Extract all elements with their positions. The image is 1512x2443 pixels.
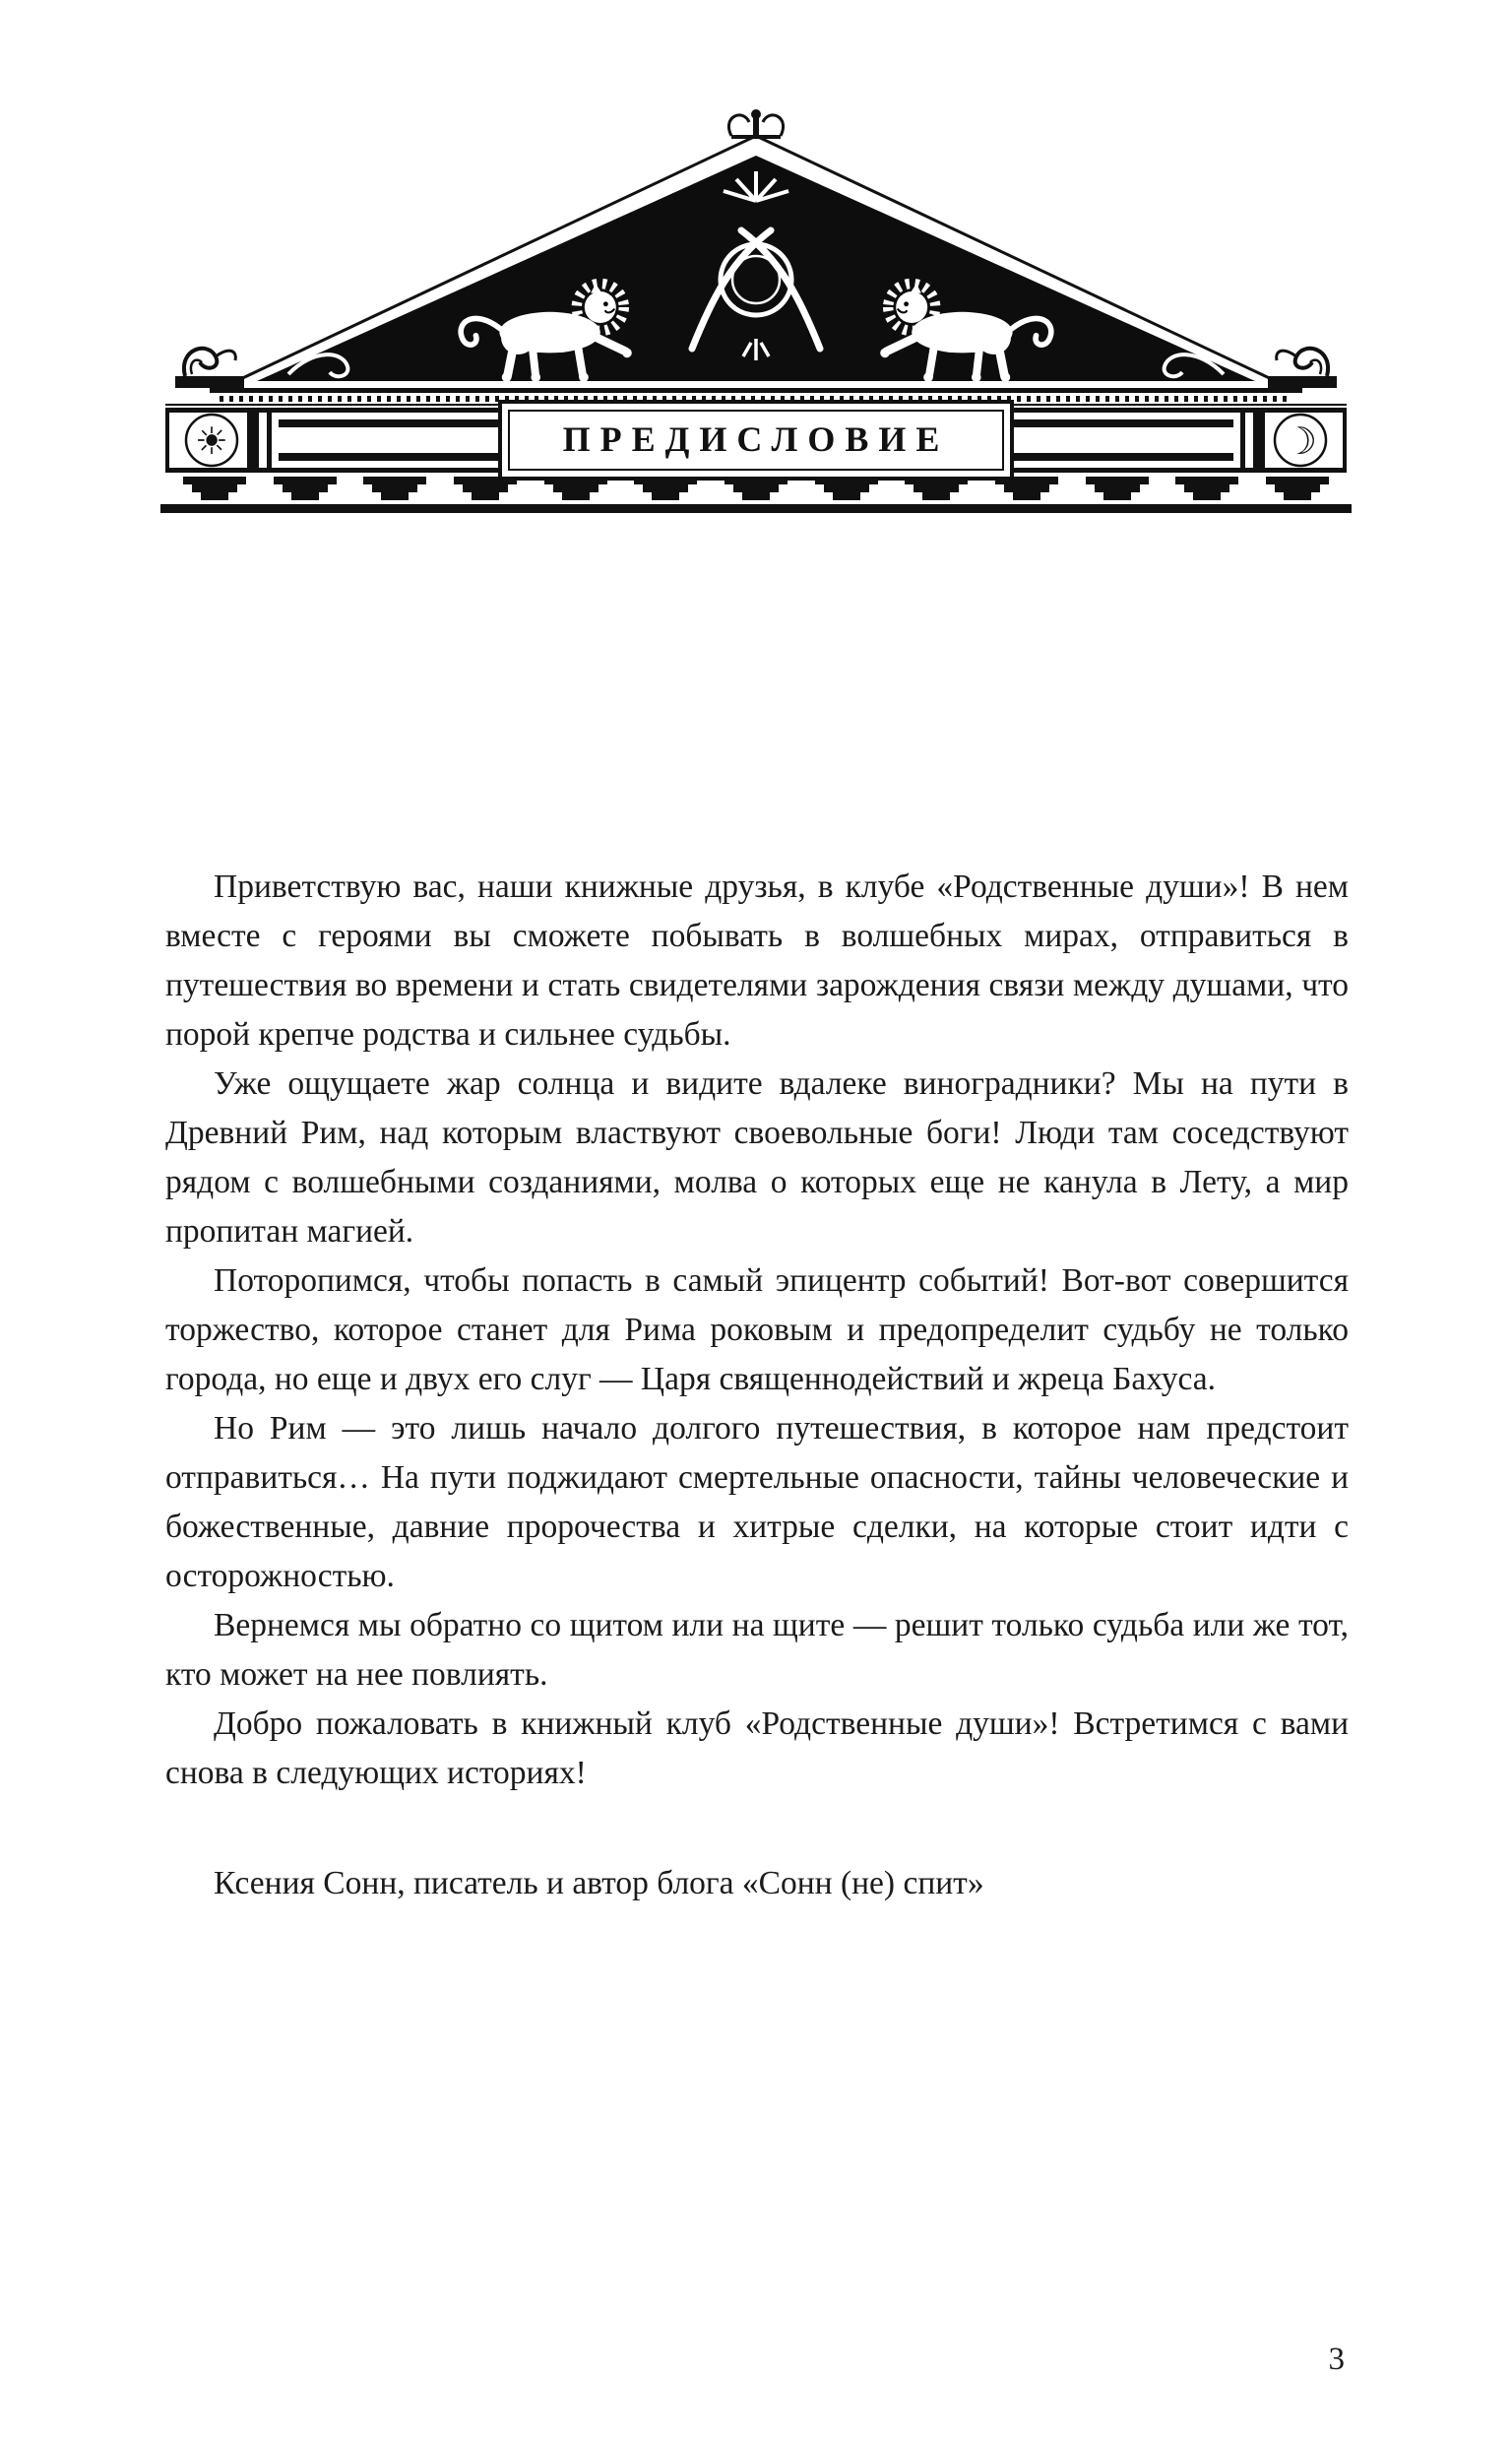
sun-icon: ☀ bbox=[194, 419, 229, 463]
left-acroterion bbox=[175, 349, 244, 388]
stepped-corbel-row bbox=[183, 477, 1329, 500]
header-base-rule bbox=[160, 504, 1352, 513]
page-number: 3 bbox=[1328, 2342, 1345, 2377]
paragraph: Уже ощущаете жар солнца и видите вдалеке виноградники? Мы на пути в Древний Рим, над которым властвуют своевольные боги! Люди там соседствуют рядом с волшебными созданиями, молва о которых еще не канула в Лету, а мир пропитан магией. bbox=[165, 1065, 1349, 1250]
author-signature: Ксения Сонн, писатель и автор блога «Сонн (не) спит» bbox=[214, 1865, 984, 1901]
title-banner bbox=[165, 402, 1347, 479]
right-acroterion bbox=[1268, 349, 1337, 388]
paragraph: Добро пожаловать в книжный клуб «Родственные души»! Встретимся с вами снова в следующих историях! bbox=[165, 1705, 1349, 1791]
pediment-ornament bbox=[141, 102, 1371, 516]
header-title: ПРЕДИСЛОВИЕ bbox=[562, 419, 950, 459]
paragraph: Приветствую вас, наши книжные друзья, в клубе «Родственные души»! В нем вместе с героями вы сможете побывать в волшебных мирах, отправиться в путешествия во времени и стать свидетелями зарождения связи между душами, что порой крепче родства и сильнее судьбы. bbox=[165, 868, 1349, 1053]
paragraph: Вернемся мы обратно со щитом или на щите — решит только судьба или же тот, кто может на нее повлиять. bbox=[165, 1607, 1349, 1693]
paragraph: Но Рим — это лишь начало долгого путешествия, в которое нам предстоит отправиться… На пути поджидают смертельные опасности, тайны человеческие и божественные, давние пророчества и хитрые сделки, на которые стоит идти с осторожностью. bbox=[165, 1410, 1349, 1594]
preface-text-block bbox=[165, 863, 1349, 1908]
moon-icon: ☽ bbox=[1283, 419, 1318, 463]
pediment-illustration bbox=[141, 102, 1371, 516]
paragraph: Поторопимся, чтобы попасть в самый эпицентр событий! Вот-вот совершится торжество, которое станет для Рима роковым и предопределит судьбу не только города, но еще и двух его слуг — Царя священнодействий и жреца Бахуса. bbox=[165, 1262, 1349, 1397]
